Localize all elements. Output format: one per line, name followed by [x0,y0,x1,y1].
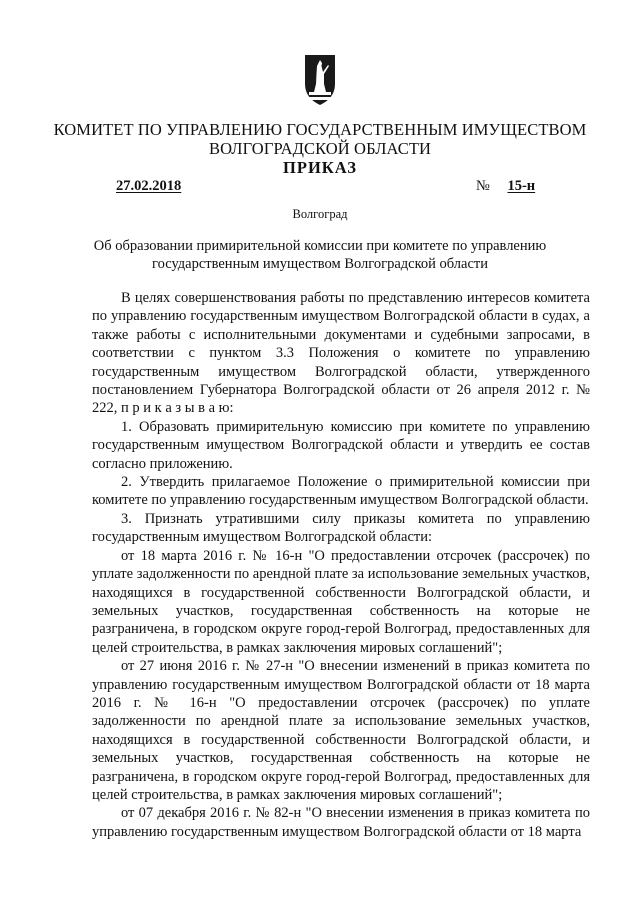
paragraph-repealed-order-1: от 18 марта 2016 г. № 16-н "О предоставлении отсрочек (рассрочек) по уплате задолженности по арендной плате за использование земельных участков, находящихся в государственной собственности Волгоградской области, и земельных участков, государственная собственность на которые не разграничена, в городском округе город-герой Волгоград, предоставленных для целей строительства, в рамках заключения мировых соглашений"; [92,547,590,656]
coat-of-arms-icon [304,54,336,106]
order-date-value: 27.02.2018 [116,178,182,194]
paragraph-repealed-order-3: от 07 декабря 2016 г. № 82-н "О внесении изменения в приказ комитета по управлению государственным имуществом Волгоградской области от 18 марта [92,805,590,840]
org-name-line1: КОМИТЕТ ПО УПРАВЛЕНИЮ ГОСУДАРСТВЕННЫМ ИМУЩЕСТВОМ [53,120,587,139]
number-sign: № [476,178,490,194]
order-body [92,289,590,841]
paragraph-item-2: 2. Утвердить прилагаемое Положение о примирительной комиссии при комитете по управлению государственным имуществом Волгоградской области. [92,474,590,509]
org-name-line2: ВОЛГОГРАДСКОЙ ОБЛАСТИ [208,139,432,158]
paragraph-repealed-order-2: от 27 июня 2016 г. № 27-н "О внесении изменений в приказ комитета по управлению государственным имуществом Волгоградской области от 18 марта 2016 г. № 16-н "О предоставлении отсрочек (рассрочек) по уплате задолженности по арендной плате за использование земельных участков, находящихся в государственной собственности Волгоградской области, и земельных участков, государственная собственность на которые не разграничена, в городском округе город-герой Волгоград, предоставленных для целей строительства, в рамках заключения мировых соглашений"; [92,658,590,803]
document-type: ПРИКАЗ [283,158,357,177]
paragraph-item-1: 1. Образовать примирительную комиссию при комитете по управлению государственным имуществом Волгоградской области и утвердить ее состав согласно приложению. [92,418,590,472]
order-number-value: 15-н [507,178,536,194]
paragraph-item-3: 3. Признать утратившими силу приказы комитета по управлению государственным имуществом Волгоградской области: [92,510,590,546]
order-heading: Об образовании примирительной комиссии при комитете по управлению государственным имуществом Волгоградской области [93,238,547,272]
order-number [476,178,547,195]
city: Волгоград [292,207,348,221]
order-date [94,178,203,195]
paragraph-preamble: В целях совершенствования работы по представлению интересов комитета по управлению государственным имуществом Волгоградской области в судах, а также работы с исполнительными документами и судебными запросами, в соответствии с пунктом 3.3 Положения о комитете по управлению государственным имуществом Волгоградской области, утвержденного постановлением Губернатора Волгоградской области от 26 апреля 2012 г. № 222, п р и к а з ы в а ю: [92,290,590,417]
